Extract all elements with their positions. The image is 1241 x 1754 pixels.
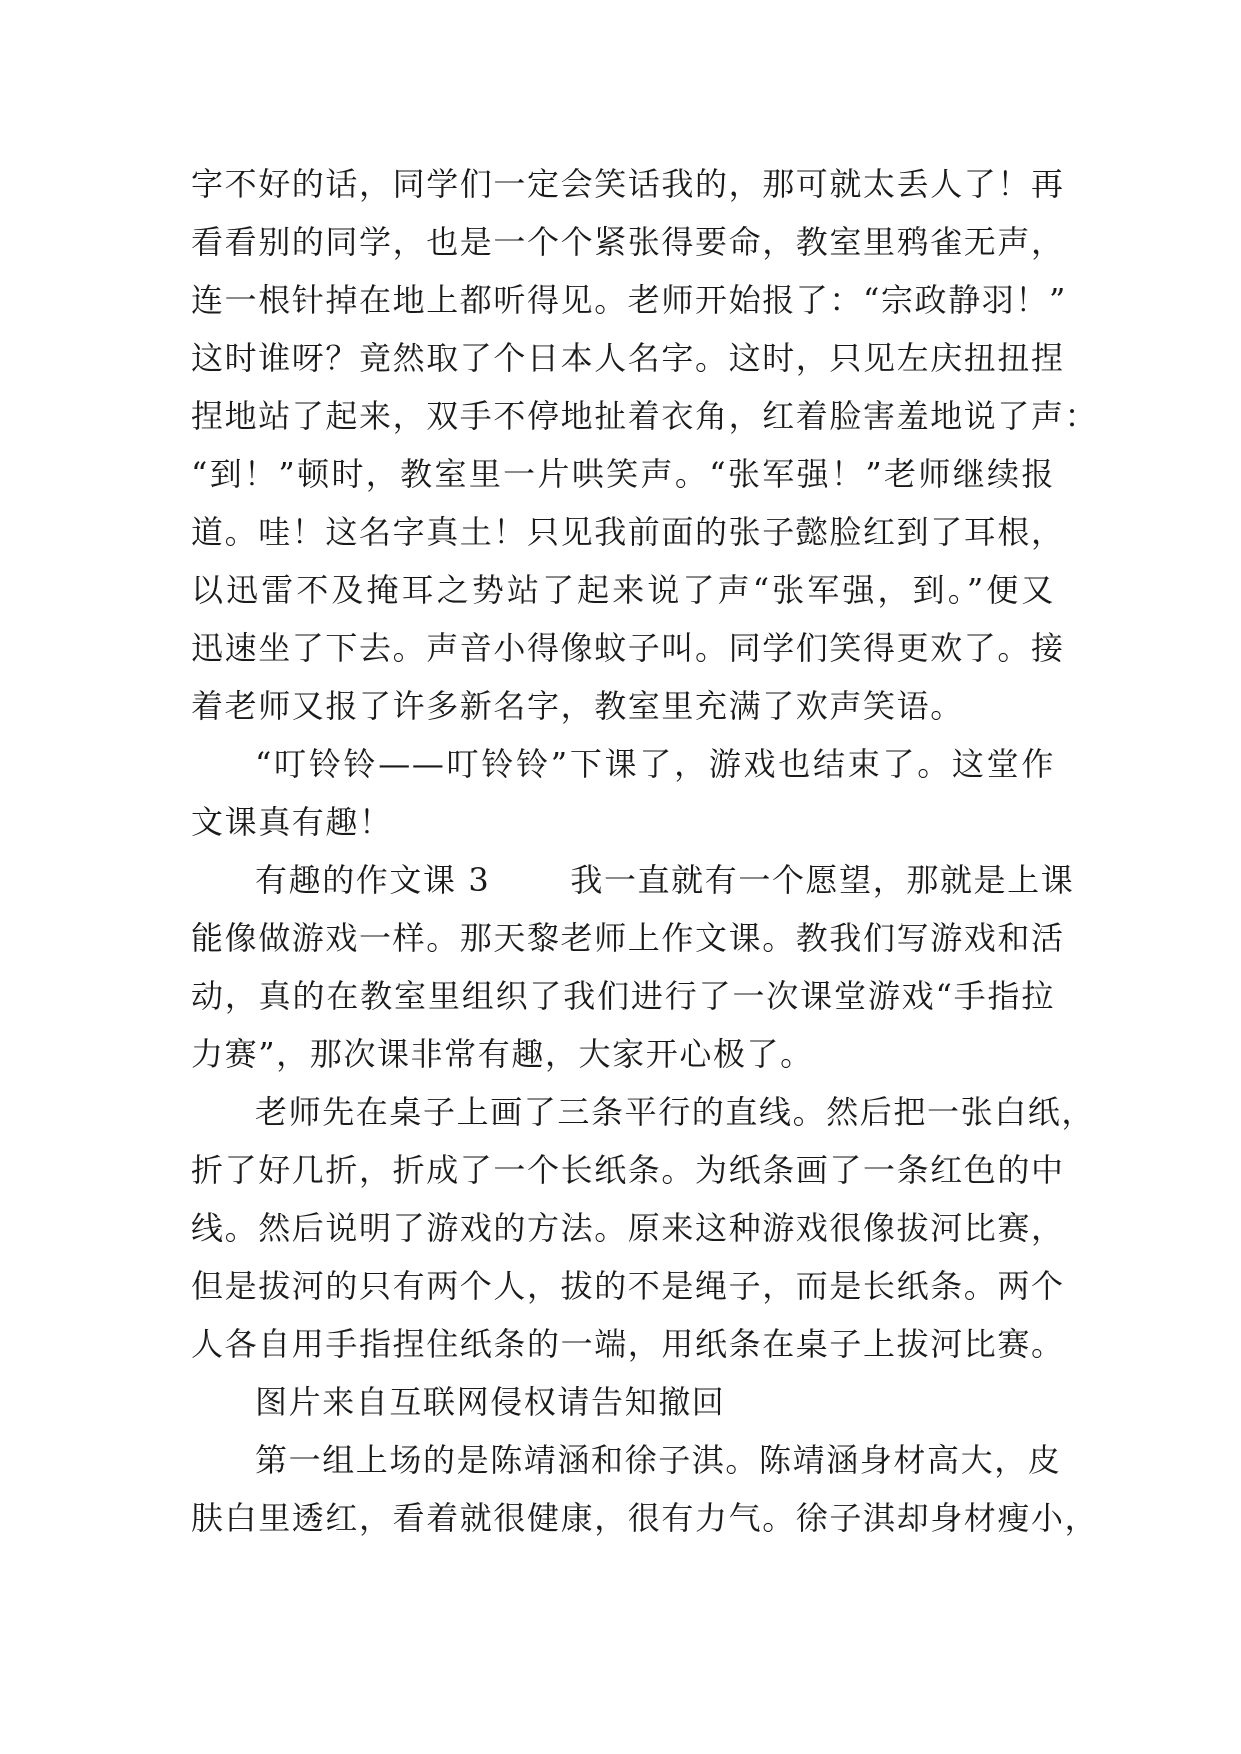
text-line: 捏地站了起来，双手不停地扯着衣角，红着脸害羞地说了声： [191,397,1099,435]
text-line: 着老师又报了许多新名字，教室里充满了欢声笑语。 [191,687,964,725]
text-line: 线。然后说明了游戏的方法。原来这种游戏很像拔河比赛， [191,1209,1065,1247]
text-line: 连一根针掉在地上都听得见。老师开始报了：“宗政静羽！” [191,281,1067,319]
text-line: 但是拔河的只有两个人，拔的不是绳子，而是长纸条。两个 [191,1267,1065,1305]
image-notice: 图片来自互联网侵权请告知撤回 [255,1383,726,1421]
text-line: 字不好的话，同学们一定会笑话我的，那可就太丢人了！再 [191,165,1065,203]
text-line: 肤白里透红，看着就很健康，很有力气。徐子淇却身材瘦小， [191,1499,1099,1537]
text-line: 老师先在桌子上画了三条平行的直线。然后把一张白纸， [255,1093,1096,1131]
text-line: 能像做游戏一样。那天黎老师上作文课。教我们写游戏和活 [191,919,1065,957]
text-line: 看看别的同学，也是一个个紧张得要命，教室里鸦雀无声， [191,223,1065,261]
section-first-sentence: 我一直就有一个愿望，那就是上课 [570,861,1075,899]
text-line: 这时谁呀？竟然取了个日本人名字。这时，只见左庆扭扭捏 [191,339,1065,377]
essay-body [191,155,1099,1547]
text-line: 文课真有趣！ [191,803,393,841]
section-title: 有趣的作文课 3 [255,861,491,899]
text-line: 道。哇！这名字真土！只见我前面的张子懿脸红到了耳根， [191,513,1065,551]
text-line: “到！”顿时，教室里一片哄笑声。“张军强！”老师继续报 [191,455,1055,493]
text-line: 迅速坐了下去。声音小得像蚊子叫。同学们笑得更欢了。接 [191,629,1065,667]
text-line: 动，真的在教室里组织了我们进行了一次课堂游戏“手指拉 [191,977,1055,1015]
text-line: 力赛”，那次课非常有趣，大家开心极了。 [191,1035,814,1073]
text-line: 第一组上场的是陈靖涵和徐子淇。陈靖涵身材高大，皮 [255,1441,1062,1479]
text-line: 折了好几折，折成了一个长纸条。为纸条画了一条红色的中 [191,1151,1065,1189]
text-line: 以迅雷不及掩耳之势站了起来说了声“张军强，到。”便又 [191,571,1055,609]
section-heading-line [191,851,1075,909]
text-line: “叮铃铃——叮铃铃”下课了，游戏也结束了。这堂作 [255,745,1055,783]
text-line: 人各自用手指捏住纸条的一端，用纸条在桌子上拔河比赛。 [191,1325,1065,1363]
